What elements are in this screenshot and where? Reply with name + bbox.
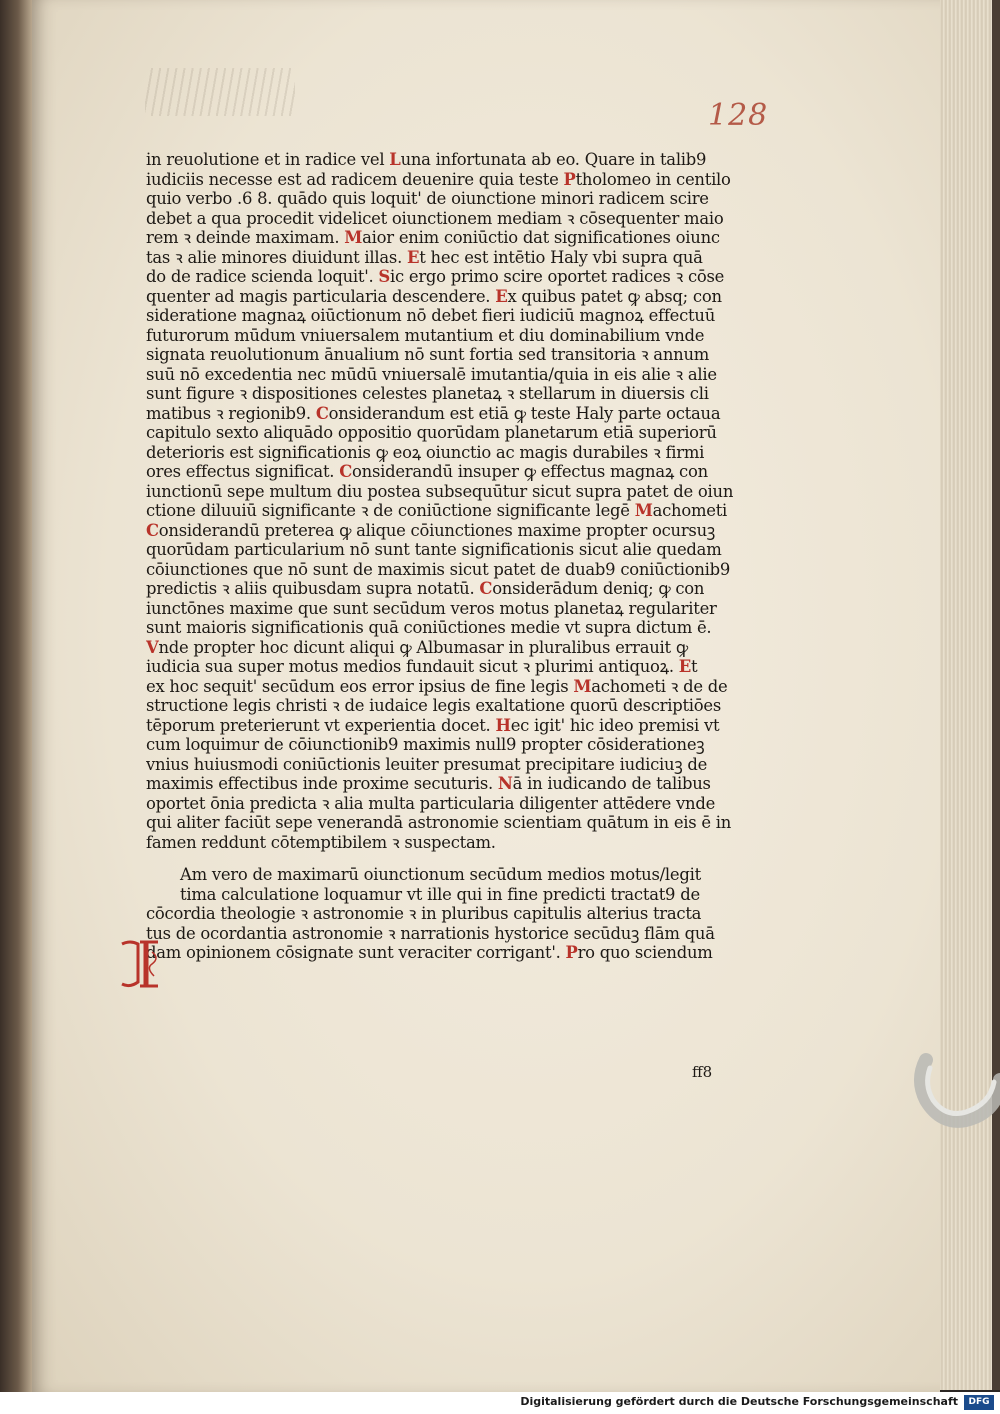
text-segment: ic ergo primo scire oportet radices ꝛ cōse xyxy=(389,267,725,286)
text-segment: onsiderandū preterea ꝙ alique cōiunctiones maxime propter ocursuꝫ xyxy=(158,520,716,540)
footer-bar xyxy=(0,1392,1000,1414)
text-line xyxy=(146,267,746,287)
text-segment: capitulo sexto aliquādo oppositio quorūdam planetarum etiā superiorū xyxy=(146,423,717,442)
text-line xyxy=(146,696,746,716)
text-line xyxy=(146,657,746,677)
text-segment: achometi xyxy=(652,501,728,520)
page-edges xyxy=(940,0,1000,1390)
signature-mark: ff8 xyxy=(692,1063,713,1081)
text-line xyxy=(146,716,746,736)
text-segment: onsiderandū insuper ꝙ effectus magnaꝝ con xyxy=(352,462,708,481)
text-line xyxy=(146,638,746,658)
text-segment: ex hoc sequit' secūdum eos error ipsius de fine legis xyxy=(146,676,574,696)
text-line xyxy=(146,501,746,521)
rubricated-capital: M xyxy=(634,501,653,520)
main-text-block xyxy=(146,150,746,963)
text-line xyxy=(146,521,746,541)
text-segment: nde propter hoc dicunt aliqui ꝙ Albumasar in pluralibus errauit ꝙ xyxy=(158,637,688,657)
text-line xyxy=(146,170,746,190)
text-line xyxy=(146,579,746,599)
text-line xyxy=(146,287,746,307)
rubricated-capital: M xyxy=(573,676,592,696)
rubricated-capital: E xyxy=(678,657,692,676)
text-segment: rem ꝛ deinde maximam. xyxy=(146,228,345,247)
text-segment: maximis effectibus inde proxime secuturis. xyxy=(146,774,498,793)
decorated-initial-icon xyxy=(118,938,164,990)
text-line xyxy=(146,306,746,326)
rubricated-capital: E xyxy=(495,286,508,306)
text-line xyxy=(146,560,746,580)
text-segment: x quibus patet ꝙ absq; con xyxy=(507,286,722,306)
text-segment: cōcordia theologie ꝛ astronomie ꝛ in pluribus capitulis alterius tracta xyxy=(146,904,702,923)
text-segment: aior enim coniūctio dat significationes oiunc xyxy=(362,228,720,247)
text-line xyxy=(146,677,746,697)
dfg-logo-icon: DFG xyxy=(964,1395,994,1410)
text-line xyxy=(146,345,746,365)
text-line xyxy=(146,209,746,229)
text-line xyxy=(146,943,746,963)
text-line xyxy=(146,599,746,619)
rubricated-capital: C xyxy=(479,579,493,598)
text-line xyxy=(146,904,746,924)
text-segment: signata reuolutionum ānualium nō sunt fortia sed transitoria ꝛ annum xyxy=(146,345,710,364)
text-segment: famen reddunt cōtemptibilem ꝛ suspectam. xyxy=(146,832,496,852)
footer-credit: Digitalisierung gefördert durch die Deutsche Forschungsgemeinschaft xyxy=(520,1395,958,1408)
text-segment: sunt figure ꝛ dispositiones celestes planetaꝝ ꝛ stellarum in diuersis cli xyxy=(146,384,709,403)
text-segment: iudicia sua super motus medios fundauit sicut ꝛ plurimi antiquoꝝ. xyxy=(146,657,679,676)
text-segment: tholomeo in centilo xyxy=(575,169,731,189)
text-line xyxy=(146,462,746,482)
text-line xyxy=(146,248,746,268)
rubricated-capital: L xyxy=(389,150,401,169)
rubricated-capital: C xyxy=(146,520,159,540)
text-segment: achometi ꝛ de de xyxy=(591,676,728,696)
text-line xyxy=(146,794,746,814)
text-line xyxy=(146,813,746,833)
text-segment: qui aliter faciūt sepe venerandā astronomie scientiam quātum in eis ē in xyxy=(146,813,732,832)
text-segment: ro quo sciendum xyxy=(577,943,713,962)
text-segment: deterioris est significationis ꝙ eoꝝ oiunctio ac magis durabiles ꝛ firmi xyxy=(146,442,705,462)
rubricated-capital: S xyxy=(378,267,390,286)
text-line xyxy=(146,774,746,794)
text-line xyxy=(146,735,746,755)
text-segment: tas ꝛ alie minores diuidunt illas. xyxy=(146,247,408,267)
text-line xyxy=(146,228,746,248)
text-segment: onsiderādum deniq; ꝙ con xyxy=(492,579,705,598)
text-line xyxy=(146,540,746,560)
text-segment: predictis ꝛ aliis quibusdam supra notatū. xyxy=(146,579,480,598)
text-segment: quio verbo .6 8. quādo quis loquit' de oiunctione minori radicem scire xyxy=(146,189,709,208)
text-line xyxy=(146,404,746,424)
text-segment: t hec est intētio Haly vbi supra quā xyxy=(419,247,703,267)
rubricated-capital: V xyxy=(146,637,159,657)
text-segment: cōiunctiones que nō sunt de maximis sicut patet de duab9 coniūctionib9 xyxy=(146,559,731,579)
rubricated-capital: H xyxy=(495,715,511,735)
rubricated-capital: P xyxy=(563,169,576,189)
folio-number: 128 xyxy=(708,98,769,133)
paper-clip-icon xyxy=(906,1040,1000,1140)
text-segment: tēporum preterierunt vt experientia docet. xyxy=(146,715,496,735)
text-line xyxy=(146,384,746,404)
rubricated-capital: M xyxy=(344,228,363,247)
text-segment: ā in iudicando de talibus xyxy=(512,774,711,793)
text-segment: ec igit' hic ideo premisi vt xyxy=(510,715,720,735)
text-line xyxy=(146,365,746,385)
text-segment: debet a qua procedit videlicet oiunctionem mediam ꝛ cōsequenter maio xyxy=(146,208,724,228)
text-segment: iudiciis necesse est ad radicem deuenire quia teste xyxy=(146,169,564,189)
rubricated-capital: E xyxy=(407,247,420,267)
text-segment: iunctōnes maxime que sunt secūdum veros motus planetaꝝ regulariter xyxy=(146,598,717,618)
text-segment: dam opinionem cōsignate sunt veraciter corrigant'. xyxy=(146,943,566,962)
text-line xyxy=(146,423,746,443)
text-segment: suū nō excedentia nec mūdū vniuersalē imutantia/quia in eis alie ꝛ alie xyxy=(146,364,717,384)
text-line xyxy=(146,150,746,170)
text-line xyxy=(146,189,746,209)
text-line xyxy=(146,924,746,944)
text-line xyxy=(146,326,746,346)
text-segment: vnius huiusmodi coniūctionis leuiter presumat precipitare iudiciuꝫ de xyxy=(146,754,708,774)
text-segment: futurorum mūdum vniuersalem mutantium et diu dominabilium vnde xyxy=(146,325,705,345)
initial-text-line: tima calculatione loquamur vt ille qui in fine predicti tractat9 de xyxy=(180,884,700,904)
text-line xyxy=(146,755,746,775)
text-segment: onsiderandum est etiā ꝙ teste Haly parte octaua xyxy=(328,403,721,423)
text-segment: ores effectus significat. xyxy=(146,462,340,481)
text-segment: iunctionū sepe multum diu postea subsequūtur sicut supra patet de oiun xyxy=(146,481,734,501)
text-segment: quorūdam particularium nō sunt tante significationis sicut alie quedam xyxy=(146,540,722,559)
text-segment: sunt maioris significationis quā coniūctiones medie vt supra dictum ē. xyxy=(146,618,712,637)
text-segment: ctione diluuiū significante ꝛ de coniūctione significante legē xyxy=(146,501,635,520)
rubricated-capital: C xyxy=(315,403,329,423)
text-line xyxy=(146,443,746,463)
text-segment: in reuolutione et in radice vel xyxy=(146,150,390,169)
faint-ink-stamp xyxy=(145,68,295,116)
text-segment: cum loquimur de cōiunctionib9 maximis null9 propter cōsiderationeꝫ xyxy=(146,735,705,754)
text-line xyxy=(146,482,746,502)
text-segment: una infortunata ab eo. Quare in talib9 xyxy=(400,150,707,169)
text-segment: oportet ōnia predicta ꝛ alia multa particularia diligenter attēdere vnde xyxy=(146,793,716,813)
initial-text-line: Am vero de maximarū oiunctionum secūdum medios motus/legit xyxy=(180,865,701,884)
text-segment: structione legis christi ꝛ de iudaice legis exaltatione quorū descriptiōes xyxy=(146,696,722,715)
rubricated-capital: P xyxy=(565,943,578,962)
text-segment: do de radice scienda loquit'. xyxy=(146,267,379,286)
text-line xyxy=(146,833,746,853)
rubricated-capital: C xyxy=(339,462,353,481)
text-segment: tus de ocordantia astronomie ꝛ narrationis hystorice secūduꝫ flām quā xyxy=(146,923,715,943)
text-line xyxy=(146,618,746,638)
text-segment: t xyxy=(691,657,698,676)
text-segment: sideratione magnaꝝ oiūctionum nō debet fieri iudiciū magnoꝝ effectuū xyxy=(146,306,716,325)
rubricated-capital: N xyxy=(497,774,513,793)
page-edge-shadow xyxy=(992,0,1000,1390)
text-segment: matibus ꝛ regionib9. xyxy=(146,403,316,423)
text-segment: quenter ad magis particularia descendere. xyxy=(146,286,496,306)
